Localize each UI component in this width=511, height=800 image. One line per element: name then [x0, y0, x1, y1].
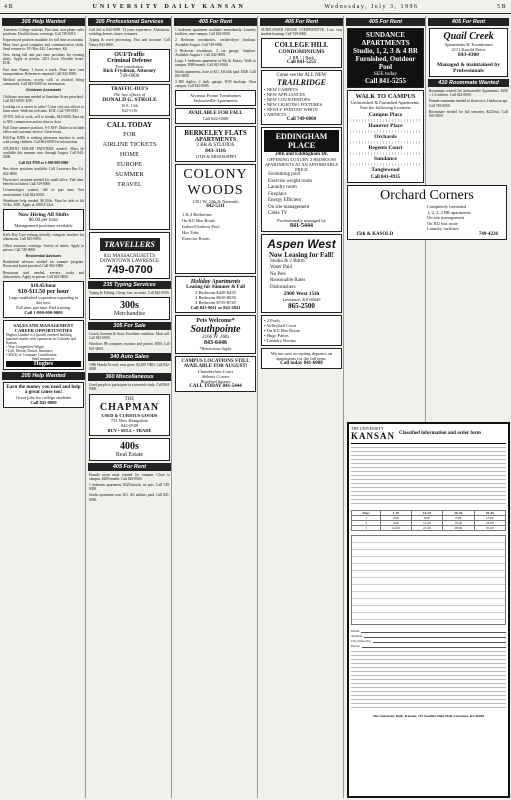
section-header-for-sale: 305 For Sale [88, 322, 171, 330]
feature-item: Completely furnished [427, 204, 467, 209]
classified-ad: Now hiring full and part time positions for evening shifts. Apply in person, 3201 Iowa. Flexible hours. EOE. [3, 53, 84, 66]
divider [350, 119, 421, 122]
fund-headline: Earn the money you need and help a great cause too! [6, 384, 81, 395]
name-field[interactable] [361, 629, 506, 633]
divider [350, 141, 421, 144]
classified-ad: Studio apartment, close to KU. All bills paid. $300. Call 843-0000. [175, 69, 256, 78]
college-hill-ad [261, 38, 342, 68]
form-row-name [351, 629, 506, 633]
form-paper-name: KANSAN [351, 431, 396, 441]
berkeley-addr: 11TH & MISSISSIPPI [194, 154, 237, 160]
oui-sub: Criminal Defense [107, 57, 152, 64]
phone-field[interactable] [362, 644, 506, 648]
sundance-phone: Call 841-5255 [364, 77, 407, 85]
berkeley-phone: 843-3116 [205, 148, 226, 155]
location-item: Orchards [374, 134, 397, 140]
sundance-units: Studio, 1, 2, 3 & 4 BR [353, 47, 418, 55]
oui-phone: 749-0000 [119, 73, 140, 79]
trailridge-intro: Come see the ALL NEW [276, 73, 327, 79]
travel-line: HOME [119, 150, 140, 158]
available-fall-ad [175, 108, 256, 124]
fund-phone: Call 841-0000 [30, 399, 57, 405]
trailridge-phone: Call 749-0000 [286, 117, 317, 123]
southpointe-note: *Restrictions Apply [199, 346, 232, 352]
classified-ad: Female roommate needed to share nice 2 bedroom apt. Call 749-0000. [429, 99, 508, 108]
travel-line: AIRLINE TICKETS [102, 140, 157, 148]
trailridge-ad [261, 70, 342, 125]
holiday-apartments-ad [175, 276, 256, 313]
location-item: Tanglewood [371, 167, 400, 173]
column-1 [2, 16, 86, 798]
quail-creek-ad [429, 28, 508, 77]
travellers-phone: 749-0700 [106, 263, 153, 276]
form-paper-sub: THE UNIVERSITY [351, 426, 384, 431]
campus-phone: CALL TODAY 841-5444 [189, 384, 242, 390]
southpointe-addr: 2166 W. 26th [202, 335, 229, 341]
rate-cell: 1 [352, 516, 381, 521]
deposits-text: We are now accepting deposits on apartments for the fall term. [270, 351, 333, 362]
wage-desc-2: Full time, part time. Paid training. [16, 304, 71, 310]
campus-loc-1: Chamberlain Court [197, 369, 234, 375]
subheading: Childcare Assistants [25, 88, 62, 93]
classified-ad: Call Jeff at 842-0000. 14 years experience. Alterations, wedding dresses, dance costumes. [89, 28, 170, 37]
page-number-right: 5B [496, 3, 507, 10]
location-item: Sundance [374, 156, 397, 162]
hughes-benefits: • Very Competitive Wages • Life, Health, Dental, Insurance • 401(k) w/ Company Contribution [6, 344, 57, 357]
kw-line-2: Jacksonville Apartments [193, 98, 238, 104]
aspen-addr: 2900 West 15th [283, 291, 320, 298]
orchard-phone: 749-4226 [478, 231, 498, 237]
feature-item: No Pets [270, 271, 286, 277]
feature-item: Water Paid [270, 265, 292, 271]
hughes-lumber-ad [3, 320, 84, 370]
rate-cell: 10.00 [474, 516, 505, 521]
section-header-misc: 360 Miscellaneous [88, 373, 171, 381]
rate-cell: 24.00 [474, 521, 505, 526]
classified-ad: Bus driver positions available. Call Lawrence Bus Co. 842-0000. [3, 167, 84, 176]
feature-item: Laundry facilities [427, 226, 459, 231]
quail-slogan: Managed & maintained by Professionals [436, 62, 501, 74]
classified-ad: 3 BR duplex, 2 bath, garage, W/D hookups. Near campus. Call 842-0000. [175, 80, 256, 89]
paper-name: UNIVERSITY DAILY KANSAN [92, 3, 246, 10]
hiring-wage: $6.00 per hour [28, 218, 59, 224]
phone-line: Call 841-8700 or 1-800-000-0000 [18, 161, 69, 166]
campus-loc-3: Bradford Square [200, 379, 231, 385]
rate-cell: 14.40 [411, 521, 442, 526]
aspen-west-ad [261, 234, 342, 314]
form-label: City/State/Zip [351, 639, 371, 643]
sundance-cta: SEE today [373, 71, 398, 77]
feature-item: Exercise weight room [268, 178, 312, 184]
hiring-title: Now Hiring All Shifts [18, 212, 69, 219]
classified-ad: Kid's Day Care seeking friendly, energetic teachers for afternoons. Call 843-0000. [3, 233, 84, 242]
rate-cell: 4.00 [381, 516, 412, 521]
rate-table [351, 510, 506, 531]
feature-item: Indoor/Outdoor Pool [182, 224, 220, 230]
section-header-professional: 305 Professional Services [88, 18, 171, 26]
walk-phone: Call 841-4935 [370, 175, 401, 180]
classified-ad: STUDENT HOUSE PAINTERS needed. Must be available this summer, now through August. Call 843-0000. [3, 146, 84, 160]
classified-order-form [347, 422, 510, 798]
oui-attorney: Rick Frydman, Attorney [103, 68, 156, 74]
feature-item: Dishwashers [270, 284, 296, 290]
feature-item: Exercise Room [182, 236, 210, 242]
fall-phone: Call 842-0000 [202, 116, 229, 122]
chapman-the: THE [124, 396, 135, 402]
hughes-desc: Hughes Lumber is a growth oriented building material retailer with operations in Colorado and Kansas. [6, 332, 77, 345]
rate-cell: 28.00 [443, 526, 474, 531]
wage-headline: $10.45/hour [30, 283, 57, 289]
amenities-list: • 2 Pools • Volleyball Court • On KU Bus Route • Huge Patios • Laundry Rooms [264, 318, 300, 344]
aspen-features [264, 259, 339, 292]
southpointe-phone: 843-6446 [204, 340, 227, 347]
orchard-addr: 15th & KASOLD [356, 231, 394, 237]
kw-properties-ad [175, 90, 256, 106]
classified-ad: Good people to participate in a research study. Call 864-0000. [89, 383, 170, 392]
rate-col-header: 26-35 [443, 511, 474, 516]
trailridge-features: • NEW CARPETS • NEW APPLIANCES • NEW COUNTERTOPS • NEW LIGHTING FIXTURES • NEWLY PAINTED WHITE CABINETS [264, 87, 323, 118]
feature-item: Swimming pool [268, 172, 301, 178]
feature-item: Cable TV [268, 211, 288, 217]
merchandise-banner [89, 297, 170, 320]
classified-ad: Residential advisors needed for summer program. Room and board provided. Call 864-0000. [3, 260, 84, 269]
travellers-ad [89, 232, 170, 279]
column-2 [88, 16, 172, 798]
college-hill-title: COLLEGE HILL [274, 41, 329, 50]
rate-cell: 9.60 [381, 521, 412, 526]
deposits-phone: Call today 841-6080 [280, 361, 323, 367]
classified-ad: Physician's assistant needed for small office. Full time, benefits included. Call 749-0000. [3, 177, 84, 187]
address-field[interactable] [364, 634, 506, 638]
classified-ad: Office assistant, evenings. Variety of duties. Apply in person. Call 749-0000. [3, 243, 84, 252]
classified-ad: AVON. Sell at work, sell to friends, 842-0000. Earn up to 50% commission and no door to door. [3, 115, 84, 124]
merch-label: Merchandise [114, 311, 145, 318]
aspen-city: Lawrence, KS 66049 [282, 297, 321, 303]
dui-name: DONALD G. STROLE [102, 96, 157, 103]
classified-ad: Roommate needed for fall semester. $225/mo. Call 843-0000. [429, 109, 508, 119]
quail-sub: Apartments & Townhomes [444, 42, 493, 47]
quail-logo: Quail Creek [443, 31, 494, 42]
feature-item: 1 & 2 Bedrooms [182, 212, 212, 218]
campus-locations-ad [175, 356, 256, 392]
holiday-logo: Holiday Apartments [190, 279, 241, 286]
amenities-ad [261, 315, 342, 346]
eddingham-addr: 24th and Eddingham Dr. [275, 152, 328, 158]
eddingham-features [264, 172, 339, 218]
colony-woods-ad [175, 164, 256, 274]
classified-ad: Looking for a career in sales? Come visit our offices to learn more. Walk-ins welcome. EOE. Call 749-0015. [3, 105, 84, 114]
feature-item: On KU bus route [427, 220, 458, 226]
classified-ad: Warehouse help needed, $6.50/hr. Must be able to lift 50 lbs. EOE. Apply at 1800 E 23rd. [3, 198, 84, 207]
walk-sub: Unfurnished & Furnished Apartments. [350, 100, 421, 105]
classified-ad: Typing & Editing. Cheap, fast, accurate. Call 842-0000. [89, 290, 170, 295]
hughes-logo: Hughes [6, 361, 81, 367]
form-title: Classified information and order form [399, 431, 481, 436]
classified-ad: 1986 Honda Accord, runs great. $2,500 OBO. Call 842-0000. [89, 362, 170, 372]
hughes-send: Send resume to: [31, 356, 56, 361]
walk-title: WALK TO CAMPUS [355, 93, 416, 100]
location-item: Campus Place [368, 112, 403, 118]
section-header-for-rent: 405 For Rent [346, 18, 425, 26]
travel-ad [89, 118, 170, 230]
feature-item: On site management [427, 215, 464, 220]
classified-ad: Roommate wanted for Jacksonville Apartments. $250 + 1/2 utilities. Call 842-0000. [429, 89, 508, 98]
sundance-features: Furnished, Outdoor Pool [355, 55, 416, 71]
eddingham-logo: EDDINGHAM PLACE [264, 130, 339, 152]
chapman-slogan: BUY • SELL • TRADE [107, 427, 152, 433]
section-header-help-wanted-2: 205 Help Wanted [2, 372, 85, 380]
southpointe-logo: Southpointe [190, 324, 241, 336]
feature-item: Studio & 2 Bdrm [270, 258, 305, 264]
feature-item: Hot Tubs [182, 230, 199, 236]
chapman-tagline: USED & CURIOUS GOODS [101, 412, 158, 418]
classified-ad: Typing & word processing. Fast and accurate. Call Nancy 843-0000. [89, 38, 170, 47]
form-footer: The University Daily Kansan, 119 Stauffer-Flint Hall, Lawrence, KS 66045 [372, 714, 485, 718]
location-item: Regents Court [368, 145, 403, 151]
page-number-left: 4B [4, 3, 15, 10]
classified-ad: Large 1 bedroom apartment at 9th & Emery. Walk to campus. $380/month. Call 841-0000. [175, 59, 256, 68]
realestate-label: Real Estate [115, 451, 144, 458]
form-row-phone [351, 644, 506, 648]
form-label: Address [351, 634, 363, 638]
aspen-logo: Aspen West [267, 236, 336, 251]
section-header-typing: 235 Typing Services [88, 281, 171, 289]
feature-item: Fireplace [268, 191, 287, 197]
chapman-addr: 731 New Hampshire [110, 417, 149, 423]
column-4 [260, 16, 344, 798]
aspen-slogan: Now Leasing for Fall! [268, 250, 334, 259]
rate-cell: 6.00 [411, 516, 442, 521]
fall-title: AVAILABLE FOR FALL [188, 111, 243, 117]
classified-ad: 1 bedroom apartment available immediately. Laundry facilities, near campus. Call 842-0000. [175, 28, 256, 37]
classified-ad: 2 Bedroom townhomes, washer/dryer hookups. Available August. Call 749-0000. [175, 38, 256, 47]
oui-note: Free consultation [115, 63, 144, 69]
rate-col-header: 36-45 [474, 511, 505, 516]
wage-range: $10-$11.50 per hour [17, 288, 70, 295]
classified-ad: Cosmetologist wanted, full or part time. Fun environment. Call 842-0000. [3, 188, 84, 197]
dui-title: TRAFFIC-DUI'S [110, 86, 149, 92]
oui-ad [89, 49, 170, 82]
chapman-ad [89, 394, 170, 436]
classified-ad: Studio apartment near KU. All utilities paid. Call 841-0000. [89, 493, 170, 502]
travel-line: SUMMER [115, 170, 144, 178]
colony-features [178, 212, 253, 242]
trailridge-logo: TRAILRIDGE [277, 78, 326, 88]
payment-section [351, 651, 506, 711]
section-header-roommate: 410 Roommate Wanted [428, 79, 509, 87]
location-item: Hanover Place [368, 123, 403, 129]
pets-headline: Pets Welcome* [196, 318, 235, 325]
eddingham-ad [261, 127, 342, 232]
berkeley-sub: APARTMENTS [194, 137, 237, 144]
realestate-number: 400s [120, 440, 139, 452]
ad-copy-grid[interactable] [351, 535, 506, 625]
traffic-dui-ad [89, 84, 170, 116]
campus-headline: CAMPUS LOCATIONS STILL AVAILABLE FOR AUGUST! [181, 359, 250, 370]
section-header-for-rent: 405 For Rent [428, 18, 509, 26]
campus-loc-2: Abbotts Corner [201, 374, 230, 380]
walk-to-campus-ad [347, 90, 424, 183]
feature-item: Laundry room [268, 185, 297, 191]
college-hill-phone: Call 841-5255 [286, 60, 317, 66]
classified-ad: Restaurant staff needed, servers, cooks and dishwashers. Apply in person. Call 842-0000. [3, 270, 84, 279]
college-hill-units: 1 BR / 1 Bath [289, 55, 314, 61]
travel-line: EUROPE [116, 160, 143, 168]
holiday-prices: 2 Bedroom $420-$435 3 Bedroom $610-$630 4 Bedroom $735-$745 [195, 290, 236, 306]
divider [350, 152, 421, 155]
classified-ad: Medical positions, accept calls at assisted living community. Call 843-0000 for information. [3, 78, 84, 87]
rate-col-header: Days [352, 511, 381, 516]
section-header-auto: 340 Auto Sales [88, 353, 171, 361]
feature-item: On KU Bus Route [182, 218, 216, 224]
eddingham-headline: OFFERING LUXURY 2 BEDROOM APARTMENTS AT AN AFFORDABLE PRICE [264, 157, 339, 173]
classified-ad: Attention: College students. Part time, non-phone sales positions. Flexible hours, evenings. Call 749-0015. [3, 28, 84, 37]
travellers-logo: TRAVELLERS [100, 238, 160, 251]
form-label: Name [351, 629, 360, 633]
classified-ad: 3 Bedroom townhouse, 2 car garage, fireplace. Available August 1. Call 842-0000. [175, 48, 256, 58]
sundance-ad [347, 28, 424, 88]
real-estate-banner [89, 438, 170, 461]
hiring-ad-box [3, 209, 84, 231]
rate-cell: 3 [352, 521, 381, 526]
feature-item: 1, 2, 3, 4 BR apartments [427, 209, 471, 215]
dui-sub: The law offices of [113, 91, 146, 97]
quail-addr: 2111 Kasold Drive [451, 47, 486, 52]
kw-line-1: Alvamar Pointe Townhomes [189, 93, 242, 99]
classified-ad: Experienced position available for full time accountant. Must have good computer and communication skills. Send resume to: PO Box 442, Lawrence, KS. [3, 38, 84, 51]
walk-intro: Visit the following locations: [359, 105, 412, 110]
classified-ad: Part time Nanny, 3 hours a week. Must have own transportation. References required. Call 842-0000. [3, 67, 84, 76]
wage-ad-box [3, 281, 84, 318]
classified-ad: SUNFLOWER HOUSE COOPERATIVE. Low cost student housing. Call 749-0000. [261, 28, 342, 37]
section-header-help-wanted: 305 Help Wanted [2, 18, 85, 26]
feature-item: On site management [268, 204, 310, 210]
rate-cell: 8.00 [443, 516, 474, 521]
hughes-headline: SALES AND MANAGEMENT CAREER OPPORTUNITIES [13, 322, 74, 333]
travel-cta: CALL TODAY [106, 120, 153, 129]
issue-date: Wednesday, July 3, 1996 [324, 3, 419, 10]
hiring-note: Management positions available [14, 223, 73, 229]
sundance-title: SUNDANCE APARTMENTS [361, 31, 410, 47]
rate-col-header: 1-15 [381, 511, 412, 516]
eddingham-phone: 841-5444 [290, 222, 313, 229]
classified-ad: Hill-Top KIDS is seeking afternoon teachers to work with young children. Call 864-0000 for information. [3, 136, 84, 145]
southpointe-ad [175, 315, 256, 354]
oui-title: OUI/Traffic [114, 51, 145, 58]
orchard-logo: Orchard Corners [380, 188, 474, 203]
feature-item: Reasonable Rates [270, 278, 306, 284]
chapman-phone: 842-0500 [120, 422, 139, 428]
travel-line: FOR [123, 130, 136, 138]
classified-ad: Childcare assistant needed at Sunshine Acres preschool. Call 841-0000. EOE. [3, 94, 84, 103]
fund-sub: Great jobs for college students [16, 394, 71, 400]
deposits-ad [261, 348, 342, 369]
form-instructions [351, 447, 506, 507]
chapman-logo: CHAPMAN [99, 401, 160, 413]
berkeley-flats-ad [175, 126, 256, 162]
holiday-headline: Leasing for Summer & Fall [186, 285, 245, 291]
travel-line: TRAVEL [117, 180, 142, 188]
rate-cell: 5 [352, 526, 381, 531]
quail-phone: 843-4300 [457, 52, 480, 58]
classified-ad: Couch, loveseat & chair. Excellent condition. Must sell. Call 843-0000. [89, 332, 170, 341]
dui-addr: 16 E. 13th [121, 102, 138, 108]
form-row-city [351, 639, 506, 643]
rate-cell: 19.20 [443, 521, 474, 526]
form-row-address [351, 634, 506, 638]
fundraising-ad [3, 382, 84, 408]
rate-col-header: 16-25 [411, 511, 442, 516]
colony-phone: 842-5111 [206, 204, 225, 210]
rate-cell: 35.00 [474, 526, 505, 531]
holiday-phone: Call 843-0011 or 842-3841 [190, 305, 241, 311]
dui-phone: 842-5116 [121, 107, 138, 113]
travellers-city: DOWNTOWN LAWRENCE [99, 258, 160, 264]
wage-desc: Large established corporation expanding in this area. [8, 294, 79, 305]
berkeley-units: 2 BR & STUDIOS [196, 143, 235, 149]
berkeley-title: BERKELEY FLATS [184, 129, 247, 138]
form-label: Phone [351, 644, 360, 648]
feature-item: Energy Efficient [268, 198, 301, 204]
classified-ad: Female room mate wanted for summer. Close to campus. $200/month. Call 843-0000. [89, 472, 170, 481]
subheading: Residential Advisors [25, 253, 62, 258]
merch-number: 300s [120, 300, 139, 312]
colony-logo: COLONY WOODS [183, 167, 248, 199]
aspen-phone: 865-2500 [288, 302, 315, 311]
travellers-addr: 831 MASSACHUSETTS [103, 253, 156, 259]
rate-cell: 14.00 [381, 526, 412, 531]
classified-ad: Windows 98 computer, monitor and printer. $500. Call 841-0000. [89, 342, 170, 351]
rate-cell: 21.00 [411, 526, 442, 531]
section-header-for-rent: 405 For Rent [260, 18, 343, 26]
classified-ad: Full Time summer position, 9-5 M-F. Duties to include office and customer service. Great hours. [3, 125, 84, 135]
divider [350, 163, 421, 166]
classified-ad: 1 bedroom apartment, $325/month, no pets. Call 749-0000. [89, 483, 170, 492]
college-hill-sub: CONDOMINIUMS [278, 49, 325, 56]
section-header-for-rent: 405 For Rent [174, 18, 257, 26]
divider [350, 130, 421, 133]
colony-addr: 1301 W. 24th & Naismith [192, 199, 239, 205]
city-field[interactable] [373, 639, 506, 643]
wage-phone: Call 1-800-000-0000 [24, 309, 63, 315]
column-3 [174, 16, 258, 798]
eddingham-managed: Professionally managed by [277, 217, 326, 223]
masthead [0, 0, 511, 14]
section-header-for-rent: 405 For Rent [88, 463, 171, 471]
